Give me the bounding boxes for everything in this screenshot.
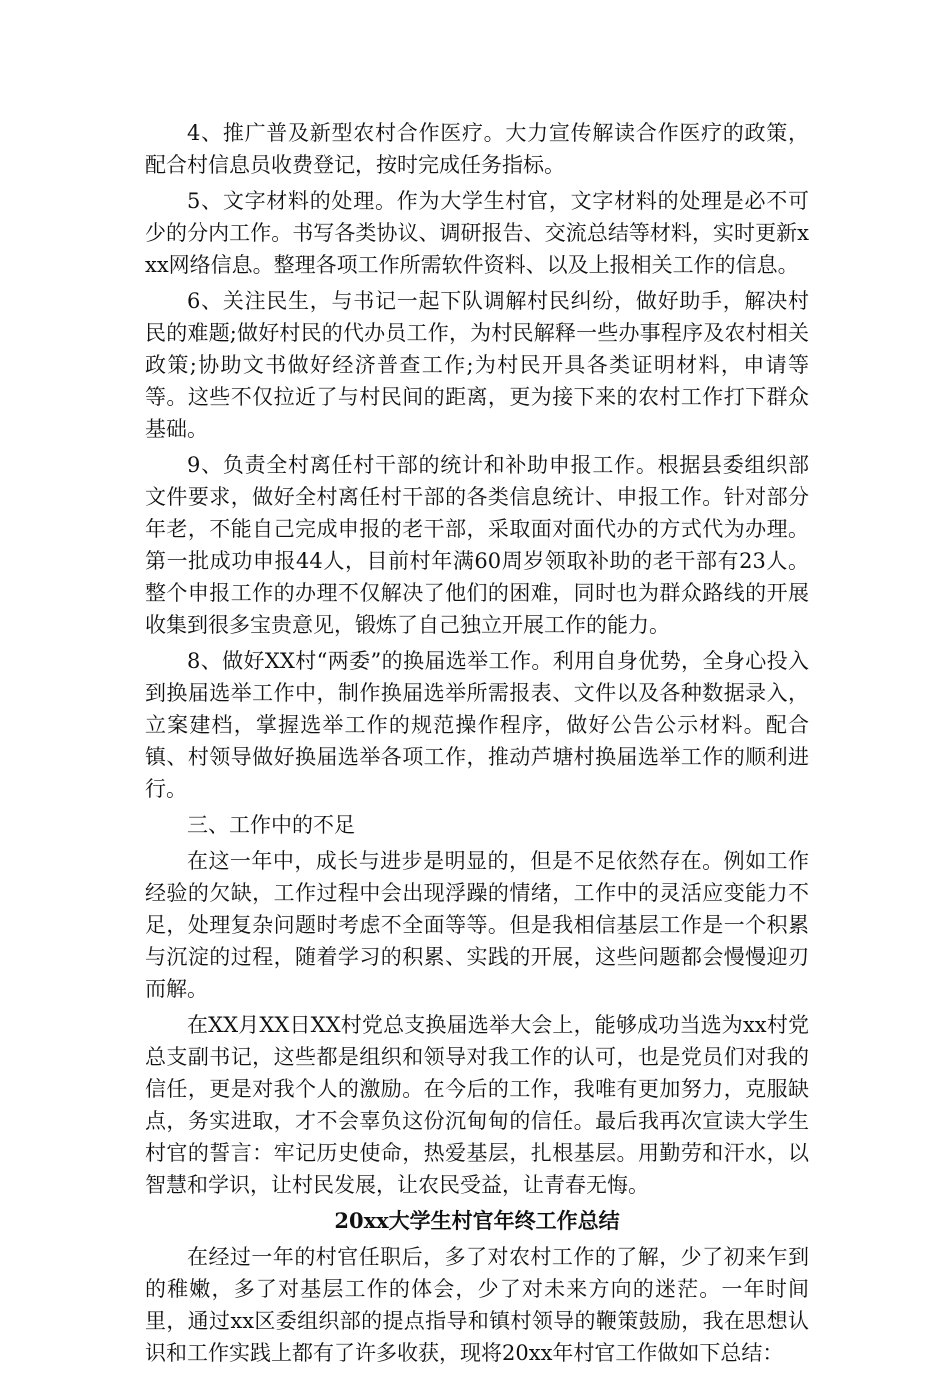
- document-body: [145, 117, 809, 1373]
- paragraph-shortcomings: 在这一年中，成长与进步是明显的，但是不足依然存在。例如工作经验的欠缺，工作过程中会出现浮躁的情绪，工作中的灵活应变能力不足，处理复杂问题时考虑不全面等等。但是我相信基层工作是一个积累与沉淀的过程，随着学习的积累、实践的开展，这些问题都会慢慢迎刃而解。: [145, 849, 809, 1001]
- paragraph-intro: 在经过一年的村官任职后，多了对农村工作的了解，少了初来乍到的稚嫩，多了对基层工作的体会，少了对未来方向的迷茫。一年时间里，通过xx区委组织部的提点指导和镇村领导的鞭策鼓励，我在思想认识和工作实践上都有了许多收获，现将20xx年村官工作做如下总结：: [145, 1245, 809, 1365]
- paragraph-item-8: 8、做好XX村“两委”的换届选举工作。利用自身优势，全身心投入到换届选举工作中，制作换届选举所需报表、文件以及各种数据录入，立案建档，掌握选举工作的规范操作程序，做好公告公示材料。配合镇、村领导做好换届选举各项工作，推动芦塘村换届选举工作的顺利进行。: [145, 649, 809, 801]
- document-title: 20xx大学生村官年终工作总结: [334, 1208, 620, 1233]
- paragraph-item-6: 6、关注民生，与书记一起下队调解村民纠纷，做好助手，解决村民的难题;做好村民的代办员工作，为村民解释一些办事程序及农村相关政策;协助文书做好经济普查工作;为村民开具各类证明材料，申请等等。这些不仅拉近了与村民间的距离，更为接下来的农村工作打下群众基础。: [145, 289, 809, 441]
- paragraph-item-5: 5、文字材料的处理。作为大学生村官，文字材料的处理是必不可少的分内工作。书写各类协议、调研报告、交流总结等材料，实时更新xxx网络信息。整理各项工作所需软件资料、以及上报相关工作的信息。: [145, 189, 809, 277]
- paragraph-election-closing: 在XX月XX日XX村党总支换届选举大会上，能够成功当选为xx村党总支副书记，这些都是组织和领导对我工作的认可，也是党员们对我的信任，更是对我个人的激励。在今后的工作，我唯有更加努力，克服缺点，务实进取，才不会辜负这份沉甸甸的信任。最后我再次宣读大学生村官的誓言：牢记历史使命，热爱基层，扎根基层。用勤劳和汗水，以智慧和学识，让村民发展，让农民受益，让青春无悔。: [145, 1013, 809, 1197]
- section-heading: 三、工作中的不足: [187, 813, 355, 837]
- paragraph-item-4: 4、推广普及新型农村合作医疗。大力宣传解读合作医疗的政策，配合村信息员收费登记，按时完成任务指标。: [145, 121, 809, 177]
- paragraph-item-9: 9、负责全村离任村干部的统计和补助申报工作。根据县委组织部文件要求，做好全村离任村干部的各类信息统计、申报工作。针对部分年老，不能自己完成申报的老干部，采取面对面代办的方式代为办理。第一批成功申报44人，目前村年满60周岁领取补助的老干部有23人。整个申报工作的办理不仅解决了他们的困难，同时也为群众路线的开展收集到很多宝贵意见，锻炼了自己独立开展工作的能力。: [145, 453, 809, 637]
